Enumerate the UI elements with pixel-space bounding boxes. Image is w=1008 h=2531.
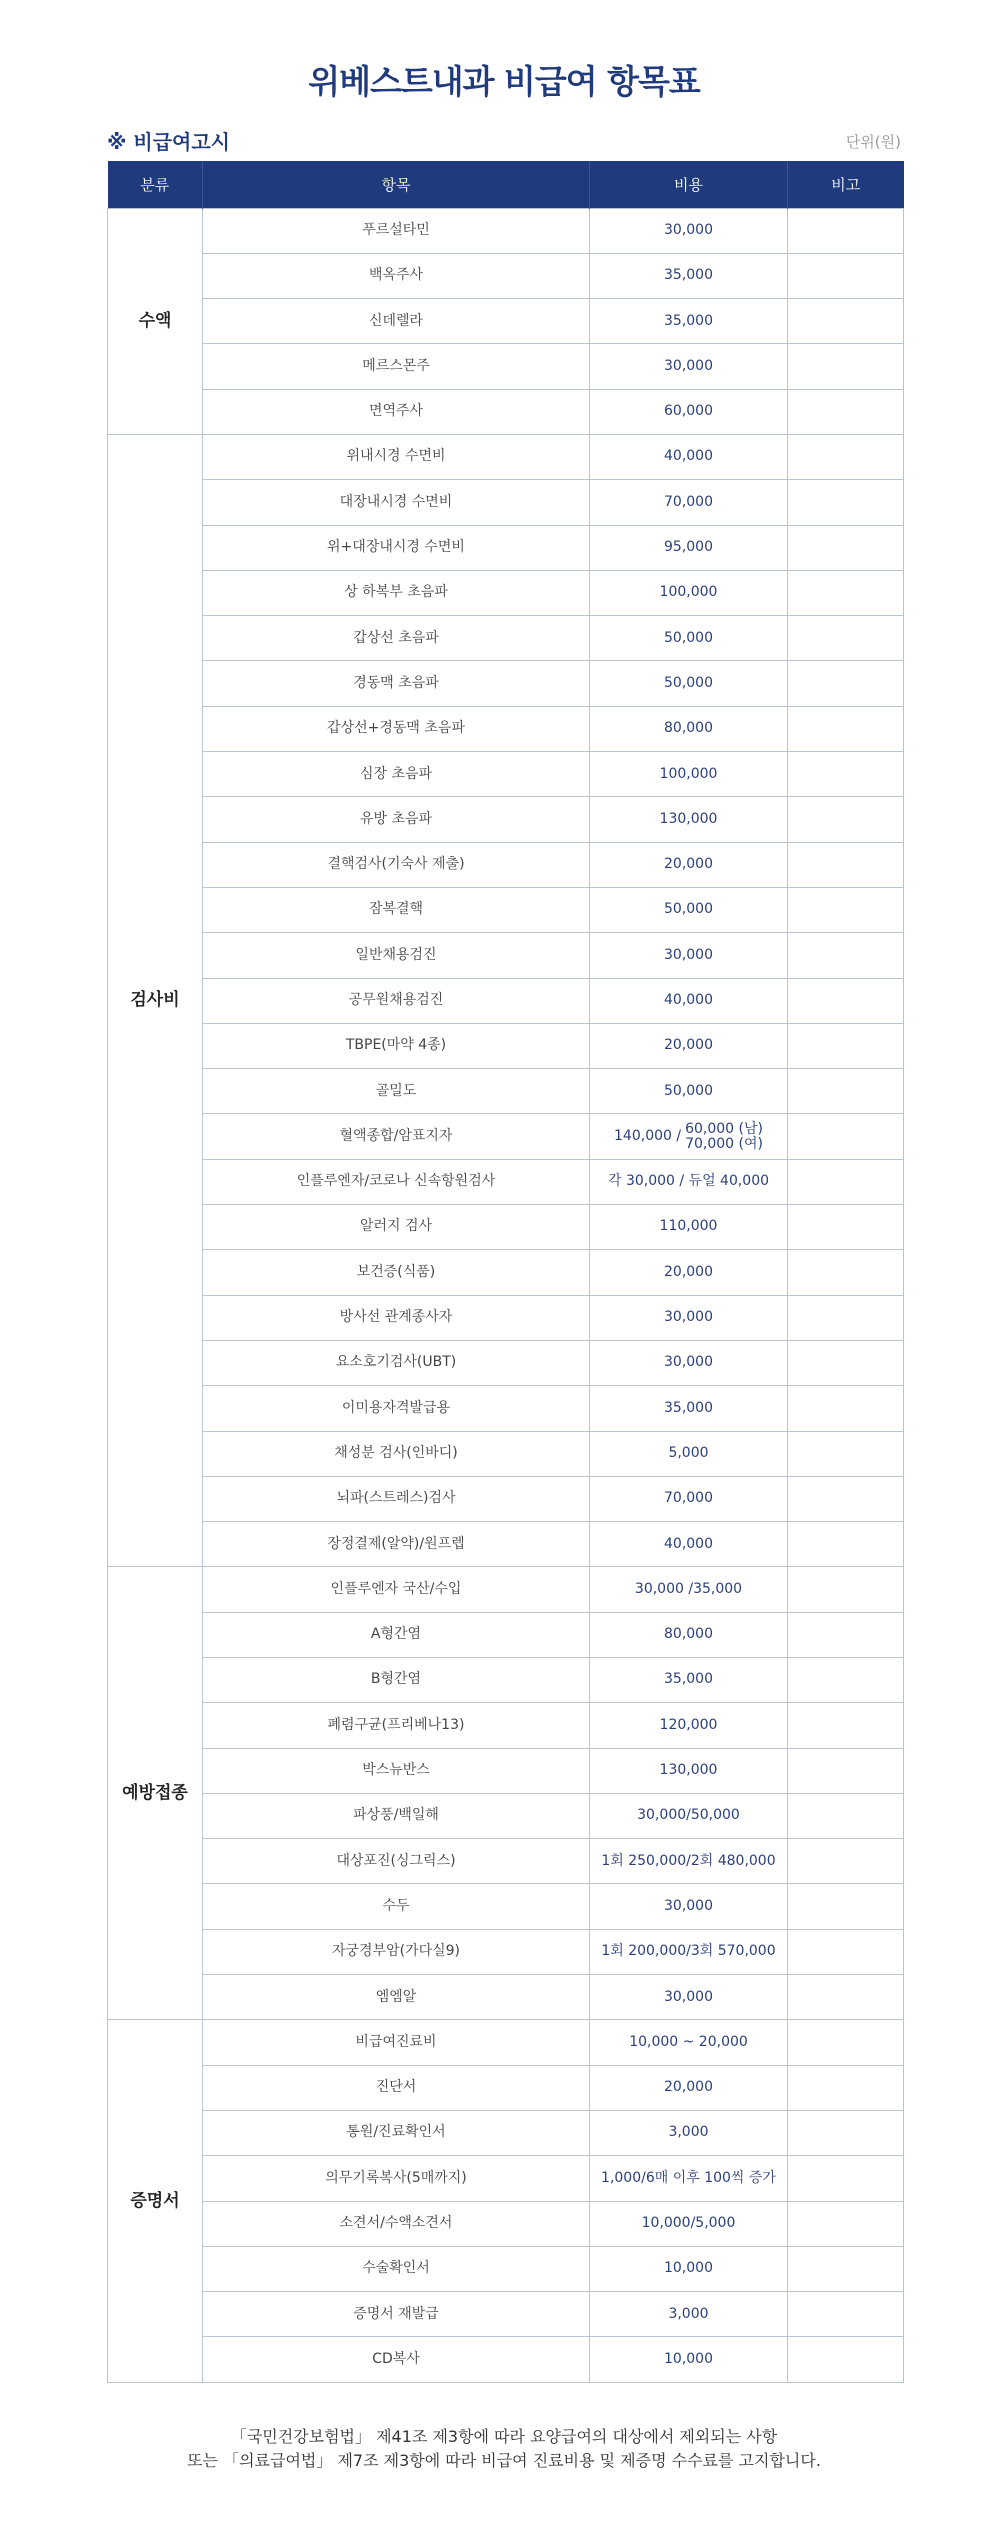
cost-cell: 30,000/50,000 [590, 1793, 788, 1838]
cost-cell: 130,000 [590, 1748, 788, 1793]
cost-cell: 3,000 [590, 2292, 788, 2337]
footer-line-1: 「국민건강보험법」 제41조 제3항에 따라 요양급여의 대상에서 제외되는 사항 [230, 2427, 778, 2446]
item-cell: 채성분 검사(인바디) [203, 1431, 590, 1476]
note-cell [788, 1431, 904, 1476]
note-cell [788, 2065, 904, 2110]
note-cell [788, 253, 904, 298]
item-cell: 자궁경부암(가다실9) [203, 1929, 590, 1974]
item-cell: 신데렐라 [203, 299, 590, 344]
note-cell [788, 1884, 904, 1929]
table-row [108, 2065, 904, 2110]
note-cell [788, 2110, 904, 2155]
cost-cell: 80,000 [590, 1612, 788, 1657]
table-row [108, 2156, 904, 2201]
item-cell: 대장내시경 수면비 [203, 480, 590, 525]
table-row [108, 1522, 904, 1567]
header-item: 항목 [203, 161, 590, 208]
item-cell: 장정결제(알약)/원프렙 [203, 1522, 590, 1567]
note-cell [788, 887, 904, 932]
cost-cell: 30,000 [590, 208, 788, 253]
table-row [108, 842, 904, 887]
item-cell: 요소호기검사(UBT) [203, 1340, 590, 1385]
item-cell: TBPE(마약 4종) [203, 1023, 590, 1068]
table-row [108, 2020, 904, 2065]
item-cell: 방사선 관계종사자 [203, 1295, 590, 1340]
cost-cell: 100,000 [590, 752, 788, 797]
cost-cell: 30,000 [590, 1975, 788, 2020]
item-cell: B형간염 [203, 1658, 590, 1703]
cost-cell: 50,000 [590, 1069, 788, 1114]
table-row [108, 933, 904, 978]
page-title: 위베스트내과 비급여 항목표 [308, 62, 700, 101]
header-cost: 비용 [590, 161, 788, 208]
table-row [108, 1793, 904, 1838]
cost-cell [590, 1114, 788, 1159]
item-cell: 심장 초음파 [203, 752, 590, 797]
table-row [108, 253, 904, 298]
table-row [108, 299, 904, 344]
note-cell [788, 752, 904, 797]
item-cell: 유방 초음파 [203, 797, 590, 842]
note-cell [788, 480, 904, 525]
table-row [108, 1658, 904, 1703]
table-row [108, 2110, 904, 2155]
cost-cell: 80,000 [590, 706, 788, 751]
cost-cell: 10,000 [590, 2246, 788, 2291]
cost-cell: 3,000 [590, 2110, 788, 2155]
cost-cell: 30,000 [590, 933, 788, 978]
item-cell: 통원/진료확인서 [203, 2110, 590, 2155]
table-row [108, 525, 904, 570]
note-cell [788, 1703, 904, 1748]
cost-cell: 95,000 [590, 525, 788, 570]
note-cell [788, 2201, 904, 2246]
table-row [108, 706, 904, 751]
note-cell [788, 1748, 904, 1793]
item-cell: 의무기록복사(5매까지) [203, 2156, 590, 2201]
item-cell: 일반채용검진 [203, 933, 590, 978]
table-row [108, 1839, 904, 1884]
item-cell: 인플루엔자 국산/수입 [203, 1567, 590, 1612]
note-cell [788, 2292, 904, 2337]
cost-cell: 35,000 [590, 1658, 788, 1703]
category-cell: 증명서 [108, 2020, 203, 2382]
header-category: 분류 [108, 161, 203, 208]
table-row [108, 2201, 904, 2246]
item-cell: 잠복결핵 [203, 887, 590, 932]
table-row [108, 480, 904, 525]
note-cell [788, 706, 904, 751]
note-cell [788, 1476, 904, 1521]
note-cell [788, 1114, 904, 1159]
item-cell: 위+대장내시경 수면비 [203, 525, 590, 570]
table-row [108, 616, 904, 661]
item-cell: 수두 [203, 1884, 590, 1929]
item-cell: 면역주사 [203, 389, 590, 434]
cost-main: 140,000 / [614, 1127, 682, 1144]
note-cell [788, 661, 904, 706]
note-cell [788, 978, 904, 1023]
category-cell: 검사비 [108, 434, 203, 1566]
cost-cell: 20,000 [590, 842, 788, 887]
unit-label: 단위(원) [845, 133, 901, 151]
cost-cell: 35,000 [590, 299, 788, 344]
item-cell: A형간염 [203, 1612, 590, 1657]
table-row [108, 1023, 904, 1068]
table-row [108, 1159, 904, 1204]
cost-cell: 35,000 [590, 1386, 788, 1431]
item-cell: 파상풍/백일해 [203, 1793, 590, 1838]
table-header-row [108, 161, 904, 208]
item-cell: 골밀도 [203, 1069, 590, 1114]
note-cell [788, 2156, 904, 2201]
table-row [108, 1205, 904, 1250]
note-cell [788, 1340, 904, 1385]
cost-cell: 각 30,000 / 듀얼 40,000 [590, 1159, 788, 1204]
table-row [108, 2246, 904, 2291]
note-cell [788, 1522, 904, 1567]
cost-cell: 20,000 [590, 1250, 788, 1295]
note-cell [788, 797, 904, 842]
cost-cell: 30,000 [590, 1340, 788, 1385]
category-cell: 수액 [108, 208, 203, 434]
item-cell: 이미용자격발급용 [203, 1386, 590, 1431]
cost-cell: 20,000 [590, 2065, 788, 2110]
note-cell [788, 1612, 904, 1657]
note-cell [788, 842, 904, 887]
table-row [108, 1612, 904, 1657]
table-row [108, 1929, 904, 1974]
cost-cell: 100,000 [590, 570, 788, 615]
item-cell: 갑상선+경동맥 초음파 [203, 706, 590, 751]
item-cell: 푸르설타민 [203, 208, 590, 253]
table-body [108, 208, 904, 2382]
note-cell [788, 1793, 904, 1838]
item-cell: 메르스몬주 [203, 344, 590, 389]
item-cell: 폐렴구균(프리베나13) [203, 1703, 590, 1748]
table-row [108, 661, 904, 706]
cost-cell: 30,000 [590, 1884, 788, 1929]
note-cell [788, 1295, 904, 1340]
table-row [108, 1884, 904, 1929]
cost-cell: 1회 250,000/2회 480,000 [590, 1839, 788, 1884]
fee-table [107, 161, 904, 2383]
note-cell [788, 208, 904, 253]
item-cell: 보건증(식품) [203, 1250, 590, 1295]
table-row [108, 978, 904, 1023]
cost-cell: 40,000 [590, 434, 788, 479]
cost-cell: 60,000 [590, 389, 788, 434]
item-cell: 증명서 재발급 [203, 2292, 590, 2337]
item-cell: 백옥주사 [203, 253, 590, 298]
table-row [108, 1567, 904, 1612]
note-cell [788, 1839, 904, 1884]
item-cell: 진단서 [203, 2065, 590, 2110]
table-row [108, 1250, 904, 1295]
item-cell: 위내시경 수면비 [203, 434, 590, 479]
note-cell [788, 1975, 904, 2020]
cost-cell: 40,000 [590, 978, 788, 1023]
table-row [108, 208, 904, 253]
footer-notice [0, 2425, 1008, 2473]
item-cell: 경동맥 초음파 [203, 661, 590, 706]
table-row [108, 1340, 904, 1385]
note-cell [788, 1929, 904, 1974]
table-row [108, 1069, 904, 1114]
cost-cell: 110,000 [590, 1205, 788, 1250]
cost-cell: 50,000 [590, 661, 788, 706]
cost-cell: 10,000 [590, 2337, 788, 2382]
note-cell [788, 2337, 904, 2382]
note-cell [788, 389, 904, 434]
note-cell [788, 1567, 904, 1612]
cost-cell: 30,000 /35,000 [590, 1567, 788, 1612]
cost-cell: 30,000 [590, 344, 788, 389]
note-cell [788, 933, 904, 978]
cost-cell: 1,000/6매 이후 100씩 증가 [590, 2156, 788, 2201]
item-cell: 공무원채용검진 [203, 978, 590, 1023]
table-row [108, 1748, 904, 1793]
item-cell: 박스뉴반스 [203, 1748, 590, 1793]
cost-cell: 1회 200,000/3회 570,000 [590, 1929, 788, 1974]
item-cell: 갑상선 초음파 [203, 616, 590, 661]
item-cell: CD복사 [203, 2337, 590, 2382]
cost-cell: 35,000 [590, 253, 788, 298]
cost-cell: 70,000 [590, 480, 788, 525]
cost-subline: 70,000 (여) [685, 1135, 763, 1152]
table-row [108, 887, 904, 932]
cost-cell: 70,000 [590, 1476, 788, 1521]
item-cell: 소견서/수액소견서 [203, 2201, 590, 2246]
table-row [108, 2292, 904, 2337]
item-cell: 엠엠알 [203, 1975, 590, 2020]
note-cell [788, 1658, 904, 1703]
item-cell: 인플루엔자/코로나 신속항원검사 [203, 1159, 590, 1204]
table-row [108, 1476, 904, 1521]
cost-cell: 40,000 [590, 1522, 788, 1567]
note-cell [788, 1250, 904, 1295]
cost-cell: 50,000 [590, 616, 788, 661]
cost-cell: 120,000 [590, 1703, 788, 1748]
note-cell [788, 344, 904, 389]
table-row [108, 1703, 904, 1748]
note-cell [788, 1023, 904, 1068]
item-cell: 결핵검사(기숙사 제출) [203, 842, 590, 887]
table-row [108, 389, 904, 434]
note-cell [788, 434, 904, 479]
note-cell [788, 299, 904, 344]
table-row [108, 570, 904, 615]
cost-cell: 130,000 [590, 797, 788, 842]
cost-cell: 5,000 [590, 1431, 788, 1476]
cost-cell: 30,000 [590, 1295, 788, 1340]
item-cell: 혈액종합/암표지자 [203, 1114, 590, 1159]
table-row [108, 434, 904, 479]
cost-cell: 20,000 [590, 1023, 788, 1068]
cost-cell: 10,000 ~ 20,000 [590, 2020, 788, 2065]
item-cell: 뇌파(스트레스)검사 [203, 1476, 590, 1521]
item-cell: 상 하복부 초음파 [203, 570, 590, 615]
note-cell [788, 1069, 904, 1114]
note-cell [788, 1386, 904, 1431]
cost-subline: 60,000 (남) [685, 1120, 763, 1137]
note-cell [788, 1205, 904, 1250]
table-row [108, 752, 904, 797]
category-cell: 예방접종 [108, 1567, 203, 2020]
note-cell [788, 2246, 904, 2291]
table-row [108, 1431, 904, 1476]
table-row [108, 2337, 904, 2382]
note-cell [788, 616, 904, 661]
cost-cell: 10,000/5,000 [590, 2201, 788, 2246]
cost-cell: 50,000 [590, 887, 788, 932]
table-row [108, 797, 904, 842]
item-cell: 수술확인서 [203, 2246, 590, 2291]
table-row [108, 1975, 904, 2020]
table-row [108, 1386, 904, 1431]
note-cell [788, 2020, 904, 2065]
footer-line-2: 또는 「의료급여법」 제7조 제3항에 따라 비급여 진료비용 및 제증명 수수료를 고지합니다. [187, 2451, 821, 2470]
table-row [108, 1295, 904, 1340]
item-cell: 알러지 검사 [203, 1205, 590, 1250]
note-cell [788, 525, 904, 570]
item-cell: 비급여진료비 [203, 2020, 590, 2065]
table-row [108, 1114, 904, 1159]
item-cell: 대상포진(싱그릭스) [203, 1839, 590, 1884]
table-row [108, 344, 904, 389]
note-cell [788, 1159, 904, 1204]
section-heading: ※ 비급여고시 [107, 130, 231, 154]
note-cell [788, 570, 904, 615]
header-note: 비고 [788, 161, 904, 208]
